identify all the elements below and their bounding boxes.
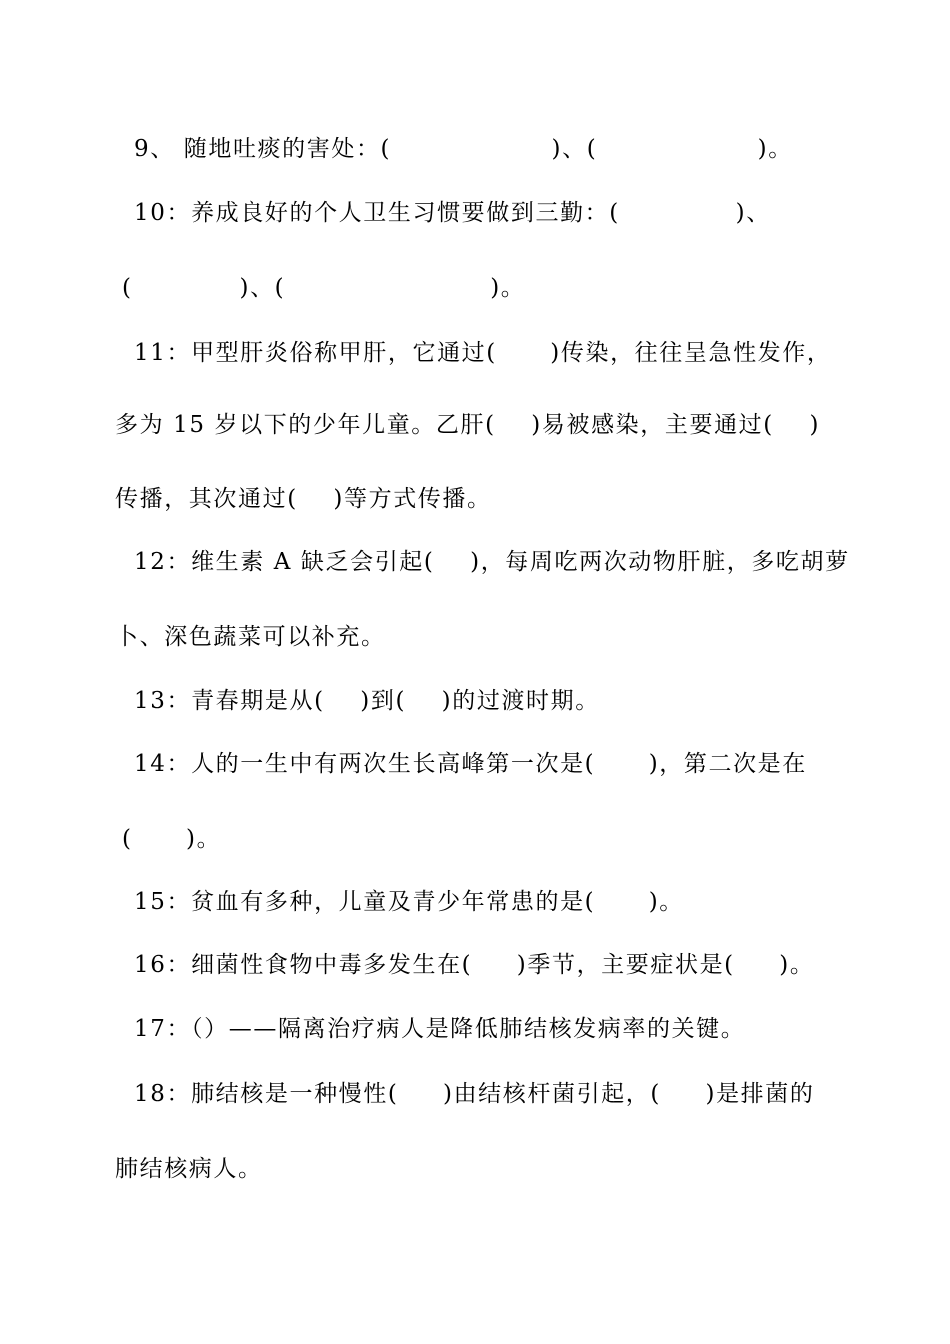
question-16: 16：细菌性食物中毒多发生在( )季节，主要症状是( )。	[134, 952, 815, 978]
question-14-line-1: 14：人的一生中有两次生长高峰第一次是( )，第二次是在	[134, 751, 807, 777]
question-12-line-1: 12：维生素 A 缺乏会引起( )，每周吃两次动物肝脏，多吃胡萝	[134, 549, 850, 575]
question-12-line-2: 卜、深色蔬菜可以补充。	[115, 624, 386, 650]
question-9: 9、 随地吐痰的害处：( )、( )。	[134, 136, 793, 162]
question-14-line-2: ( )。	[122, 826, 222, 852]
question-13: 13：青春期是从( )到( )的过渡时期。	[134, 688, 600, 714]
question-17: 17：（）——隔离治疗病人是降低肺结核发病率的关键。	[134, 1016, 746, 1042]
question-11-line-3: 传播，其次通过( )等方式传播。	[115, 486, 492, 512]
question-10-line-2: ( )、( )。	[122, 275, 526, 301]
question-18-line-2: 肺结核病人。	[115, 1156, 263, 1182]
question-15: 15：贫血有多种，儿童及青少年常患的是( )。	[134, 889, 684, 915]
question-11-line-2: 多为 15 岁以下的少年儿童。乙肝( )易被感染，主要通过( )	[115, 412, 821, 438]
question-11-line-1: 11：甲型肝炎俗称甲肝，它通过( )传染，往往呈急性发作，	[134, 340, 832, 366]
question-10-line-1: 10：养成良好的个人卫生习惯要做到三勤：( )、	[134, 200, 771, 226]
question-18-line-1: 18：肺结核是一种慢性( )由结核杆菌引起，( )是排菌的	[134, 1081, 815, 1107]
